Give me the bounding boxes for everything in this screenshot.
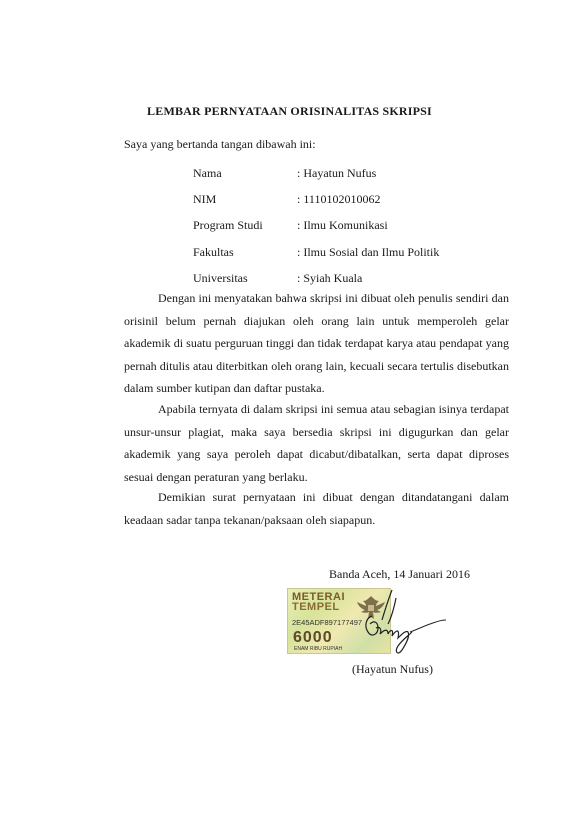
field-label: NIM (193, 192, 217, 207)
field-value: : Syiah Kuala (297, 270, 363, 285)
field-label: Nama (193, 166, 222, 180)
field-value: : Hayatun Nufus (297, 166, 377, 180)
field-label: Fakultas (193, 244, 234, 259)
closing-paragraph: Demikian surat pernyataan ini dibuat dengan ditandatangani dalam keadaan sadar tanpa tekanan/paksaan oleh siapapun. (124, 490, 509, 527)
field-value: : Ilmu Sosial dan Ilmu Politik (297, 244, 440, 259)
document-title: LEMBAR PERNYATAAN ORISINALITAS SKRIPSI (147, 104, 432, 118)
stamp-caption: ENAM RIBU RUPIAH (294, 646, 343, 652)
statement-paragraph: Dengan ini menyatakan bahwa skripsi ini dibuat oleh penulis sendiri dan orisinil belum pernah diajukan oleh orang lain untuk memperoleh gelar akademik di suatu perguruan tinggi dan tidak terdapat karya atau pendapat yang pernah ditulis atau diterbitkan oleh orang lain, kecuali secara tertulis disebutkan dalam sumber kutipan dan daftar pustaka. (124, 291, 509, 395)
place-date: Banda Aceh, 14 Januari 2016 (329, 567, 470, 581)
handwritten-signature (352, 586, 448, 658)
stamp-serial: 2E45ADF897177497 (292, 618, 363, 627)
stamp-line2: TEMPEL (292, 601, 340, 613)
stamp-amount: 6000 (293, 629, 333, 646)
signer-name: (Hayatun Nufus) (352, 662, 433, 676)
stamp-line1: METERAI (292, 591, 345, 603)
intro-text: Saya yang bertanda tangan dibawah ini: (124, 137, 316, 151)
field-value: : 1110102010062 (297, 192, 381, 207)
signature-area (282, 586, 448, 658)
field-label: Universitas (193, 270, 248, 285)
field-value: : Ilmu Komunikasi (297, 218, 388, 233)
plagiarism-paragraph: Apabila ternyata di dalam skripsi ini semua atau sebagian isinya terdapat unsur-unsur plagiat, maka saya bersedia skripsi ini digugurkan dan gelar akademik yang saya peroleh dapat dicabut/dibatalkan, serta dapat diproses sesuai dengan peraturan yang berlaku. (124, 402, 509, 484)
field-label: Program Studi (193, 218, 263, 233)
